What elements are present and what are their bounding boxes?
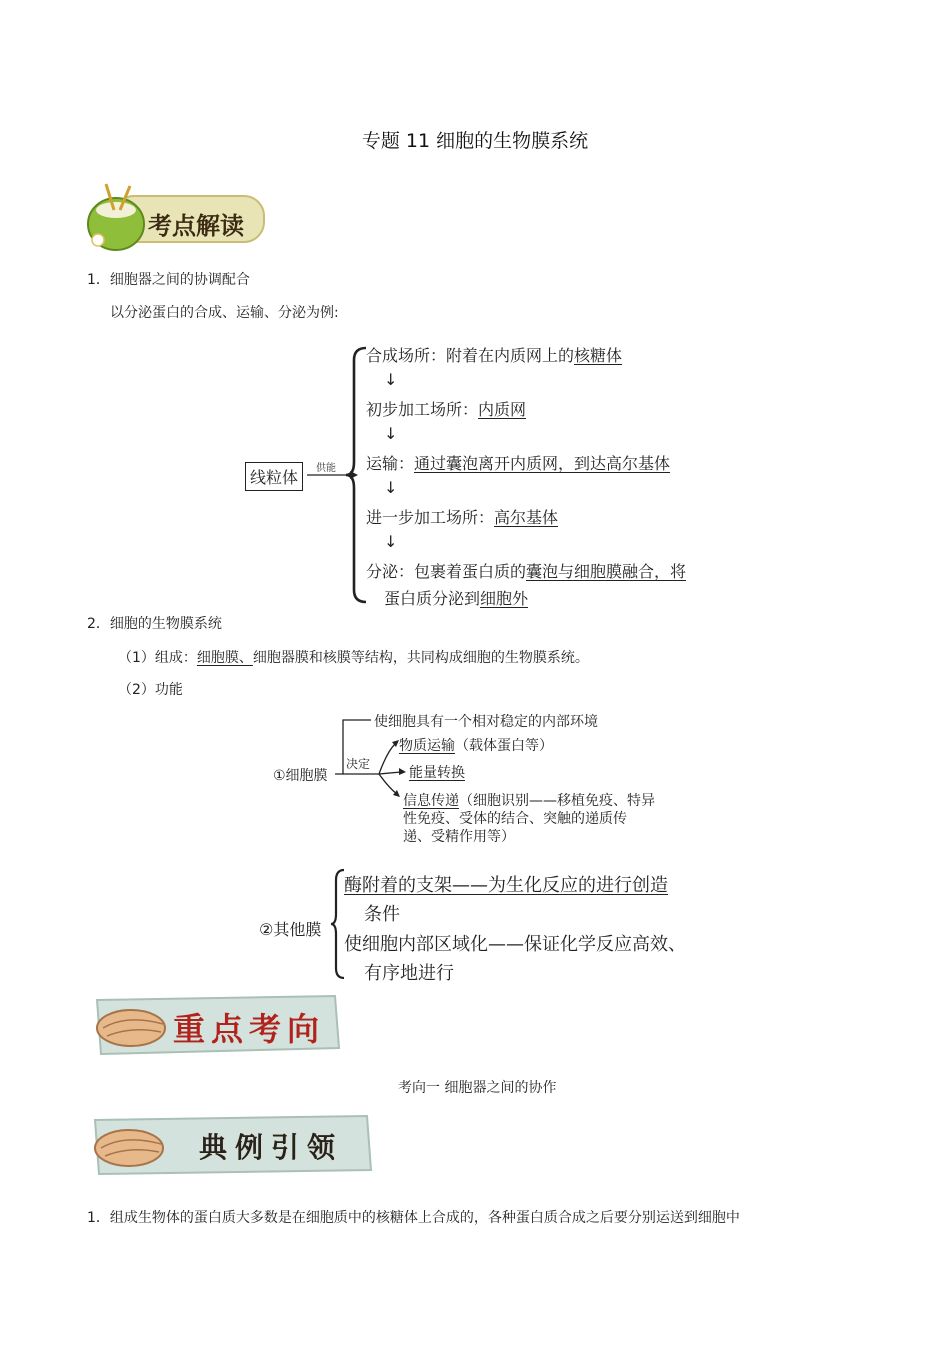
function-4-line3: 递、受精作用等）	[403, 829, 515, 845]
composition-line: （1）组成：细胞膜、细胞器膜和核膜等结构，共同构成细胞的生物膜系统。	[118, 650, 589, 666]
function-4-line2: 性免疫、受体的结合、突触的递质传	[403, 811, 627, 827]
step2: 初步加工场所：内质网	[366, 400, 527, 419]
function-1: 使细胞具有一个相对稳定的内部环境	[374, 714, 598, 730]
function-label: （2）功能	[118, 682, 183, 698]
example-question-1: 1．组成生物体的蛋白质大多数是在细胞质中的核糖体上合成的，各种蛋白质合成之后要分别运送到细胞中	[87, 1210, 740, 1226]
step5-cont: 蛋白质分泌到细胞外	[384, 589, 529, 608]
function-3: 能量转换	[409, 765, 465, 781]
section1-heading: 1．细胞器之间的协调配合	[87, 272, 250, 288]
decide-label: 决定	[346, 757, 371, 771]
diagram1-lines	[300, 340, 370, 610]
kaodian-label: 考点解读	[148, 211, 244, 240]
zhongdian-banner	[87, 990, 345, 1060]
zhongdian-label: 重点考向	[173, 1010, 326, 1048]
step3: 运输：通过囊泡离开内质网，到达高尔基体	[366, 454, 671, 473]
step1: 合成场所：附着在内质网上的核糖体	[366, 346, 623, 365]
dianli-label: 典例引领	[199, 1131, 344, 1164]
step5: 分泌：包裹着蛋白质的囊泡与细胞膜融合，将	[366, 562, 687, 581]
other-function-1b: 条件	[364, 904, 400, 925]
section1-intro: 以分泌蛋白的合成、运输、分泌为例:	[110, 305, 339, 321]
function-2: 物质运输（载体蛋白等）	[399, 738, 553, 754]
other-membrane-label: ②其他膜	[259, 920, 322, 939]
function-4: 信息传递（细胞识别——移植免疫、特异	[403, 793, 655, 809]
down-arrow-icon: ↓	[384, 370, 398, 389]
cell-membrane-label: ①细胞膜	[273, 768, 328, 784]
xiang1-heading: 考向一 细胞器之间的协作	[398, 1080, 557, 1096]
dianli-banner	[87, 1110, 375, 1180]
kaodian-badge	[84, 180, 274, 256]
down-arrow-icon: ↓	[384, 478, 398, 497]
mitochondria-box: 线粒体	[245, 462, 303, 491]
down-arrow-icon: ↓	[384, 532, 398, 551]
down-arrow-icon: ↓	[384, 424, 398, 443]
supply-label: 供能	[316, 463, 336, 474]
step4: 进一步加工场所：高尔基体	[366, 508, 559, 527]
other-function-2b: 有序地进行	[364, 963, 454, 984]
other-function-1: 酶附着的支架——为生化反应的进行创造	[344, 875, 668, 896]
page-title: 专题 11 细胞的生物膜系统	[361, 130, 589, 152]
other-function-2: 使细胞内部区域化——保证化学反应高效、	[344, 934, 686, 955]
section2-heading: 2．细胞的生物膜系统	[87, 616, 222, 632]
